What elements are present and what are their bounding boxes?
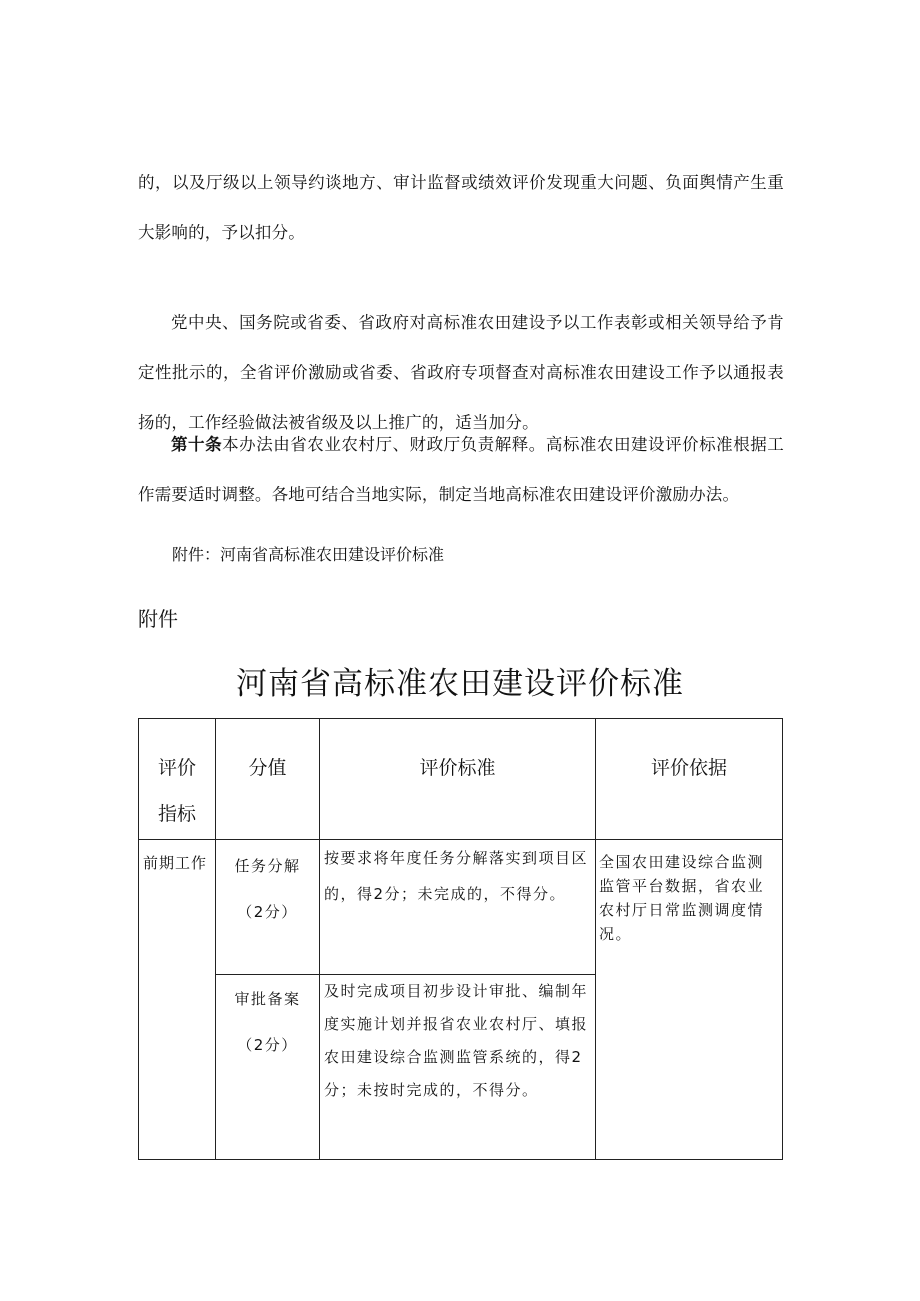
evaluation-table [138,718,783,1160]
paragraph-penalty-cont: 的，以及厅级以上领导约谈地方、审计监督或绩效评价发现重大问题、负面舆情产生重大影响的，予以扣分。 [138,173,784,242]
score-item-name: 任务分解 [234,857,301,875]
annex-heading: 附件 [138,607,178,631]
standard-cell: 按要求将年度任务分解落实到项目区的，得2分；未完成的，不得分。 [320,840,596,975]
table-header-row [139,719,783,840]
paragraph-bonus: 党中央、国务院或省委、省政府对高标准农田建设予以工作表彰或相关领导给予肯定性批示的，全省评价激励或省委、省政府专项督查对高标准农田建设工作予以通报表扬的，工作经验做法被省级及以上推广的，适当加分。 [138,313,784,432]
article-body: 本办法由省农业农村厅、财政厅负责解释。高标准农田建设评价标准根据工作需要适时调整。各地可结合当地实际，制定当地高标准农田建设评价激励办法。 [138,435,784,504]
document-title: 河南省高标准农田建设评价标准 [236,666,684,702]
basis-cell: 全国农田建设综合监测监管平台数据，省农业农村厅日常监测调度情况。 [596,840,783,1160]
annex-note: 附件：河南省高标准农田建设评价标准 [172,545,445,564]
score-points: （2分） [237,903,298,921]
standard-cell: 及时完成项目初步设计审批、编制年度实施计划并报省农业农村厅、填报农田建设综合监测监管系统的，得2分；未按时完成的，不得分。 [320,975,596,1160]
header-indicator-line1: 评价 [157,757,196,779]
score-cell [216,840,320,975]
header-indicator-line2: 指标 [157,803,196,825]
article-number: 第十条 [171,435,223,454]
score-points: （2分） [237,1036,298,1054]
header-score: 分值 [216,719,320,840]
header-basis: 评价依据 [596,719,783,840]
paragraph-article-10 [138,420,784,520]
header-standard: 评价标准 [320,719,596,840]
score-item-name: 审批备案 [234,990,301,1008]
header-indicator [139,719,216,840]
category-cell: 前期工作 [139,840,216,1160]
score-cell [216,975,320,1160]
table-row [139,840,783,975]
